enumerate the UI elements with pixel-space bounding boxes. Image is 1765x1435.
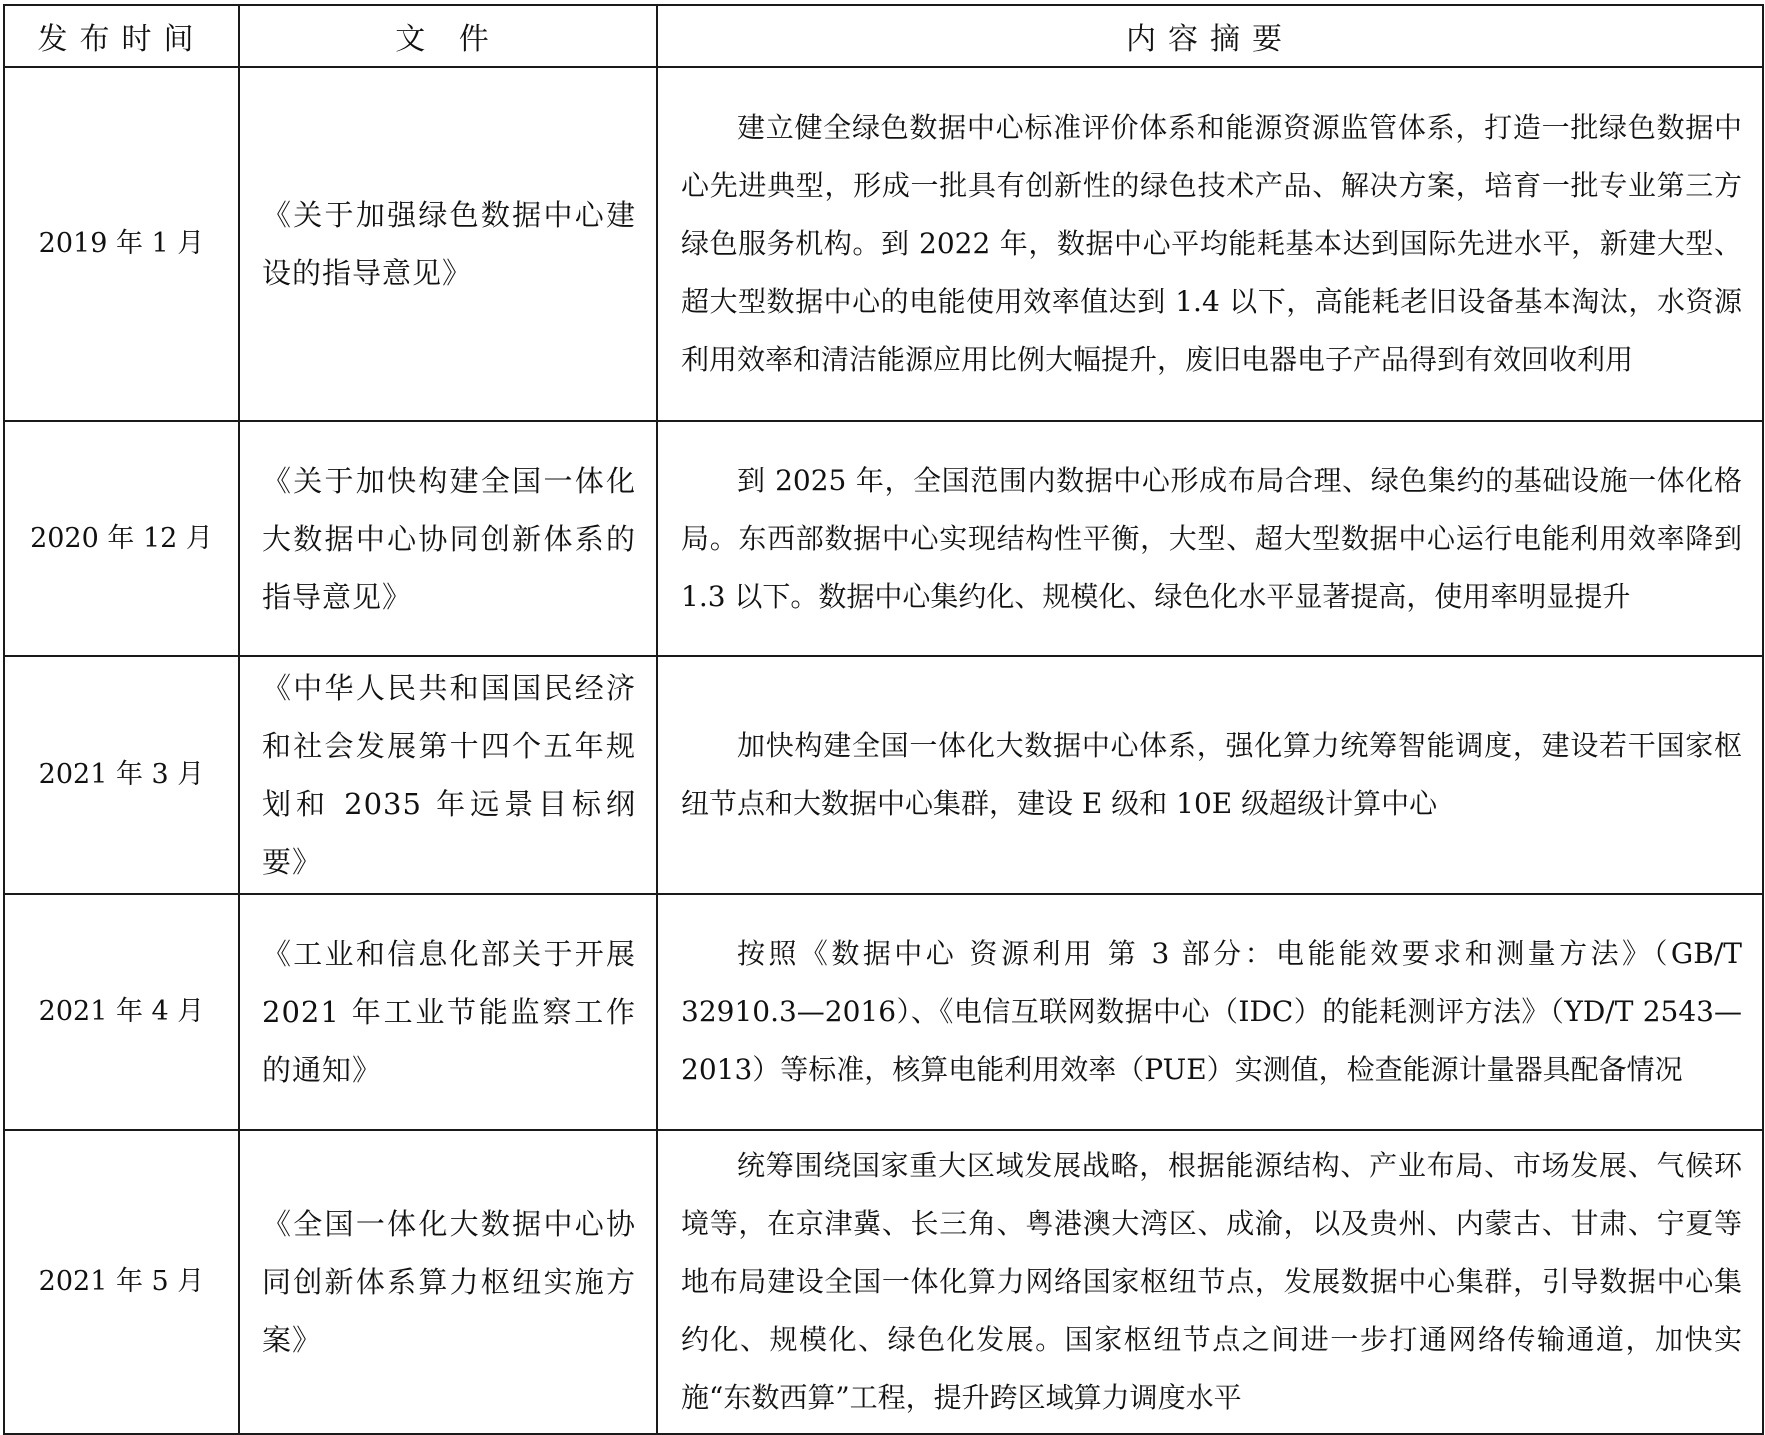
header-date: 发布时间 [4, 5, 239, 67]
row-date: 2020 年 12 月 [4, 421, 239, 656]
policy-table [3, 4, 1764, 1435]
row-date: 2019 年 1 月 [4, 67, 239, 421]
row-summary: 建立健全绿色数据中心标准评价体系和能源资源监管体系，打造一批绿色数据中心先进典型，形成一批具有创新性的绿色技术产品、解决方案，培育一批专业第三方绿色服务机构。到 2022 年，数据中心平均能耗基本达到国际先进水平，新建大型、超大型数据中心的电能使用效率值达到 1.4 以下，高能耗老旧设备基本淘汰，水资源利用效率和清洁能源应用比例大幅提升，废旧电器电子产品得到有效回收利用 [657, 67, 1763, 421]
header-document: 文 件 [239, 5, 657, 67]
table-row [4, 67, 1763, 421]
row-summary: 到 2025 年，全国范围内数据中心形成布局合理、绿色集约的基础设施一体化格局。东西部数据中心实现结构性平衡，大型、超大型数据中心运行电能利用效率降到 1.3 以下。数据中心集约化、规模化、绿色化水平显著提高，使用率明显提升 [657, 421, 1763, 656]
row-document: 《工业和信息化部关于开展 2021 年工业节能监察工作的通知》 [239, 894, 657, 1130]
row-document: 《关于加快构建全国一体化大数据中心协同创新体系的指导意见》 [239, 421, 657, 656]
row-summary: 统筹围绕国家重大区域发展战略，根据能源结构、产业布局、市场发展、气候环境等，在京津冀、长三角、粤港澳大湾区、成渝，以及贵州、内蒙古、甘肃、宁夏等地布局建设全国一体化算力网络国家枢纽节点，发展数据中心集群，引导数据中心集约化、规模化、绿色化发展。国家枢纽节点之间进一步打通网络传输通道，加快实施“东数西算”工程，提升跨区域算力调度水平 [657, 1130, 1763, 1434]
table-row [4, 1130, 1763, 1434]
row-summary: 加快构建全国一体化大数据中心体系，强化算力统筹智能调度，建设若干国家枢纽节点和大数据中心集群，建设 E 级和 10E 级超级计算中心 [657, 656, 1763, 894]
row-date: 2021 年 5 月 [4, 1130, 239, 1434]
table-row [4, 894, 1763, 1130]
table-row [4, 421, 1763, 656]
row-document: 《中华人民共和国国民经济和社会发展第十四个五年规划和 2035 年远景目标纲要》 [239, 656, 657, 894]
row-date: 2021 年 4 月 [4, 894, 239, 1130]
header-summary: 内容摘要 [657, 5, 1763, 67]
row-summary: 按照《数据中心 资源利用 第 3 部分：电能能效要求和测量方法》（GB/T 32910.3—2016）、《电信互联网数据中心（IDC）的能耗测评方法》（YD/T 2543—2013）等标准，核算电能利用效率（PUE）实测值，检查能源计量器具配备情况 [657, 894, 1763, 1130]
row-document: 《关于加强绿色数据中心建设的指导意见》 [239, 67, 657, 421]
table-row [4, 656, 1763, 894]
row-document: 《全国一体化大数据中心协同创新体系算力枢纽实施方案》 [239, 1130, 657, 1434]
header-row [4, 5, 1763, 67]
row-date: 2021 年 3 月 [4, 656, 239, 894]
